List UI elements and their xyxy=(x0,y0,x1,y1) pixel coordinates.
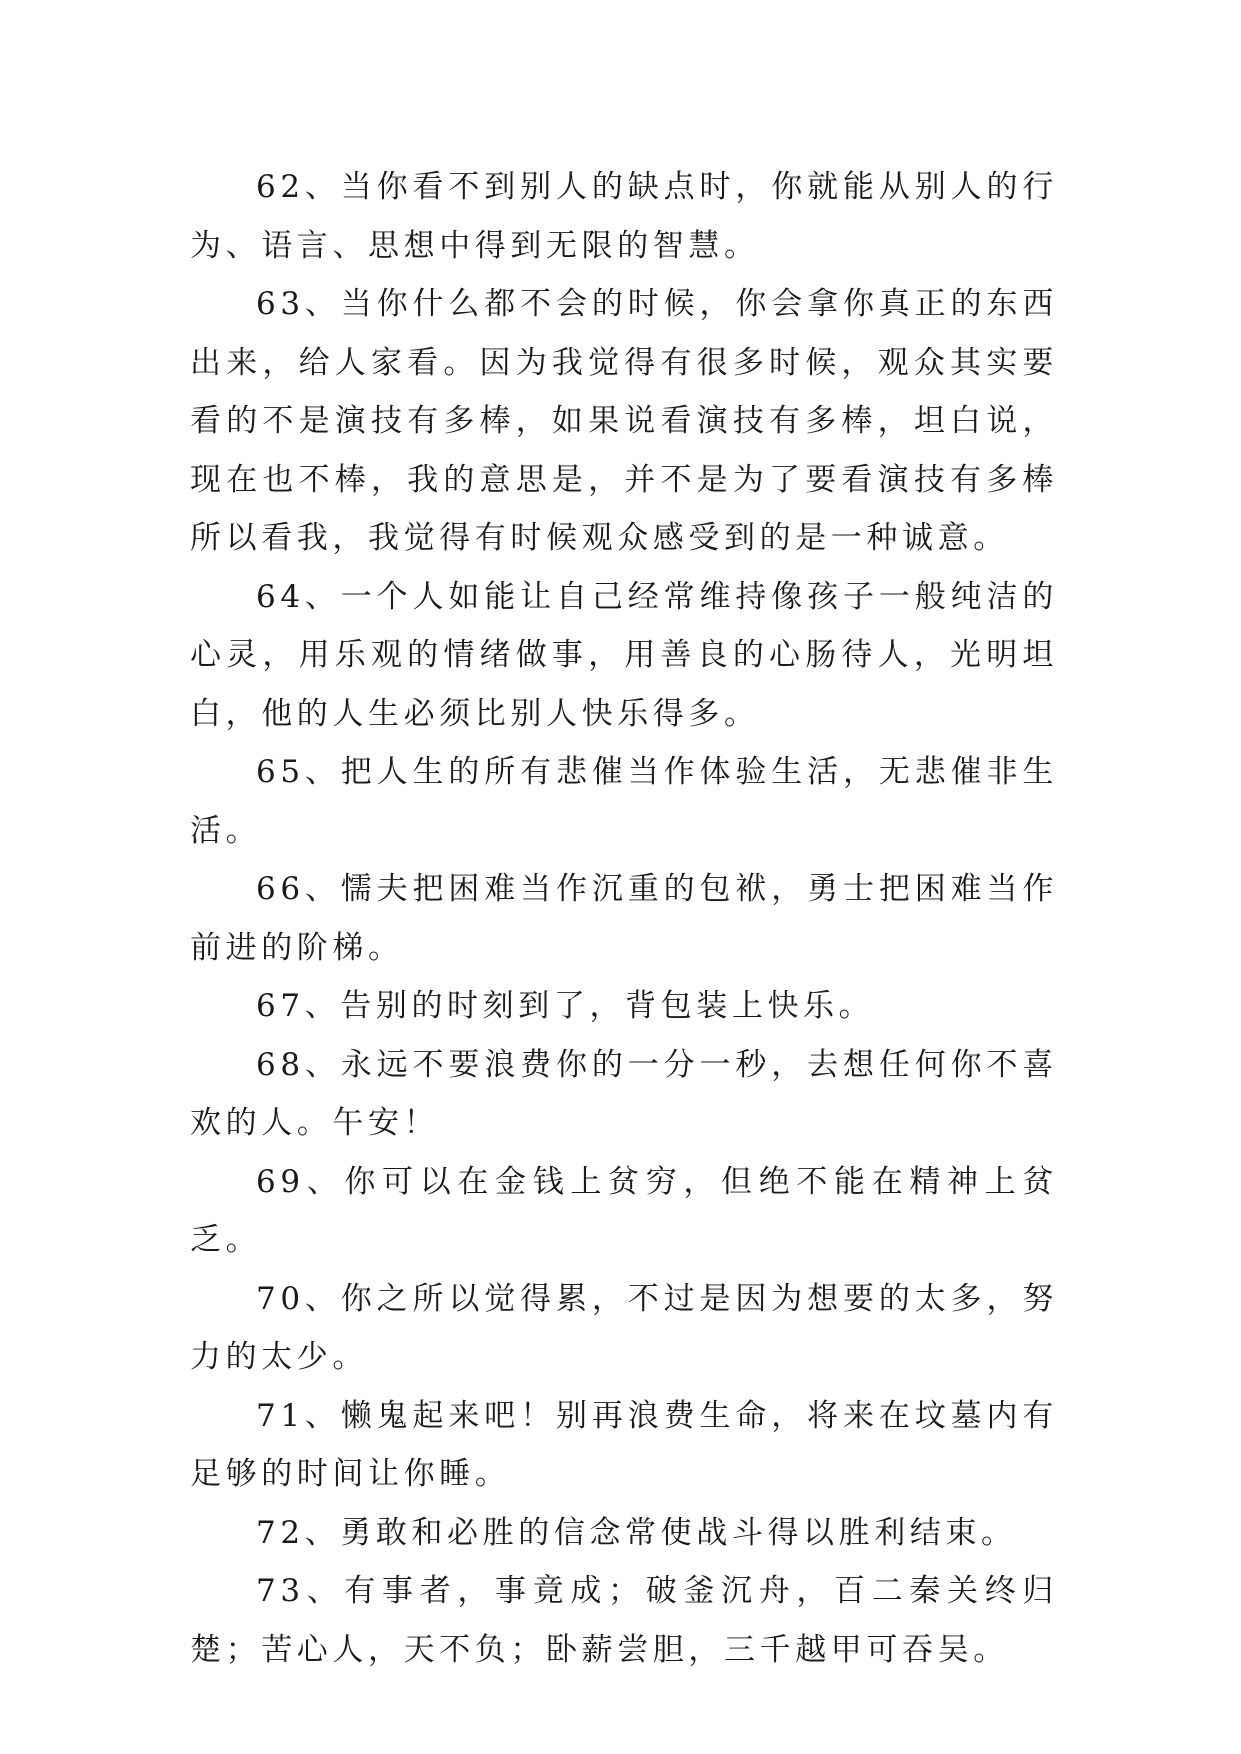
paragraph-65: 65、把人生的所有悲催当作体验生活，无悲催非生活。 xyxy=(190,754,1058,849)
paragraph-64: 64、一个人如能让自己经常维持像孩子一般纯洁的心灵，用乐观的情绪做事，用善良的心肠待人，光明坦白，他的人生必须比别人快乐得多。 xyxy=(190,578,1058,732)
paragraph-62: 62、当你看不到别人的缺点时，你就能从别人的行为、语言、思想中得到无限的智慧。 xyxy=(190,169,1058,264)
paragraph-71: 71、懒鬼起来吧！别再浪费生命，将来在坟墓内有足够的时间让你睡。 xyxy=(190,1397,1058,1492)
paragraph-63: 63、当你什么都不会的时候，你会拿你真正的东西出来，给人家看。因为我觉得有很多时候，观众其实要看的不是演技有多棒，如果说看演技有多棒，坦白说，现在也不棒，我的意思是，并不是为了要看演技有多棒所以看我，我觉得有时候观众感受到的是一种诚意。 xyxy=(190,286,1058,556)
paragraph-66: 66、懦夫把困难当作沉重的包袱，勇士把困难当作前进的阶梯。 xyxy=(190,871,1058,966)
paragraph-73: 73、有事者，事竟成；破釜沉舟，百二秦关终归楚；苦心人，天不负；卧薪尝胆，三千越甲可吞吴。 xyxy=(190,1573,1058,1668)
paragraph-67: 67、告别的时刻到了，背包装上快乐。 xyxy=(256,988,875,1024)
paragraph-72: 72、勇敢和必胜的信念常使战斗得以胜利结束。 xyxy=(256,1514,1017,1551)
paragraph-70: 70、你之所以觉得累，不过是因为想要的太多，努力的太少。 xyxy=(190,1280,1058,1375)
paragraph-69: 69、你可以在金钱上贫穷，但绝不能在精神上贫乏。 xyxy=(190,1163,1058,1258)
document-body xyxy=(190,158,1058,1679)
paragraph-68: 68、永远不要浪费你的一分一秒，去想任何你不喜欢的人。午安！ xyxy=(190,1046,1058,1141)
